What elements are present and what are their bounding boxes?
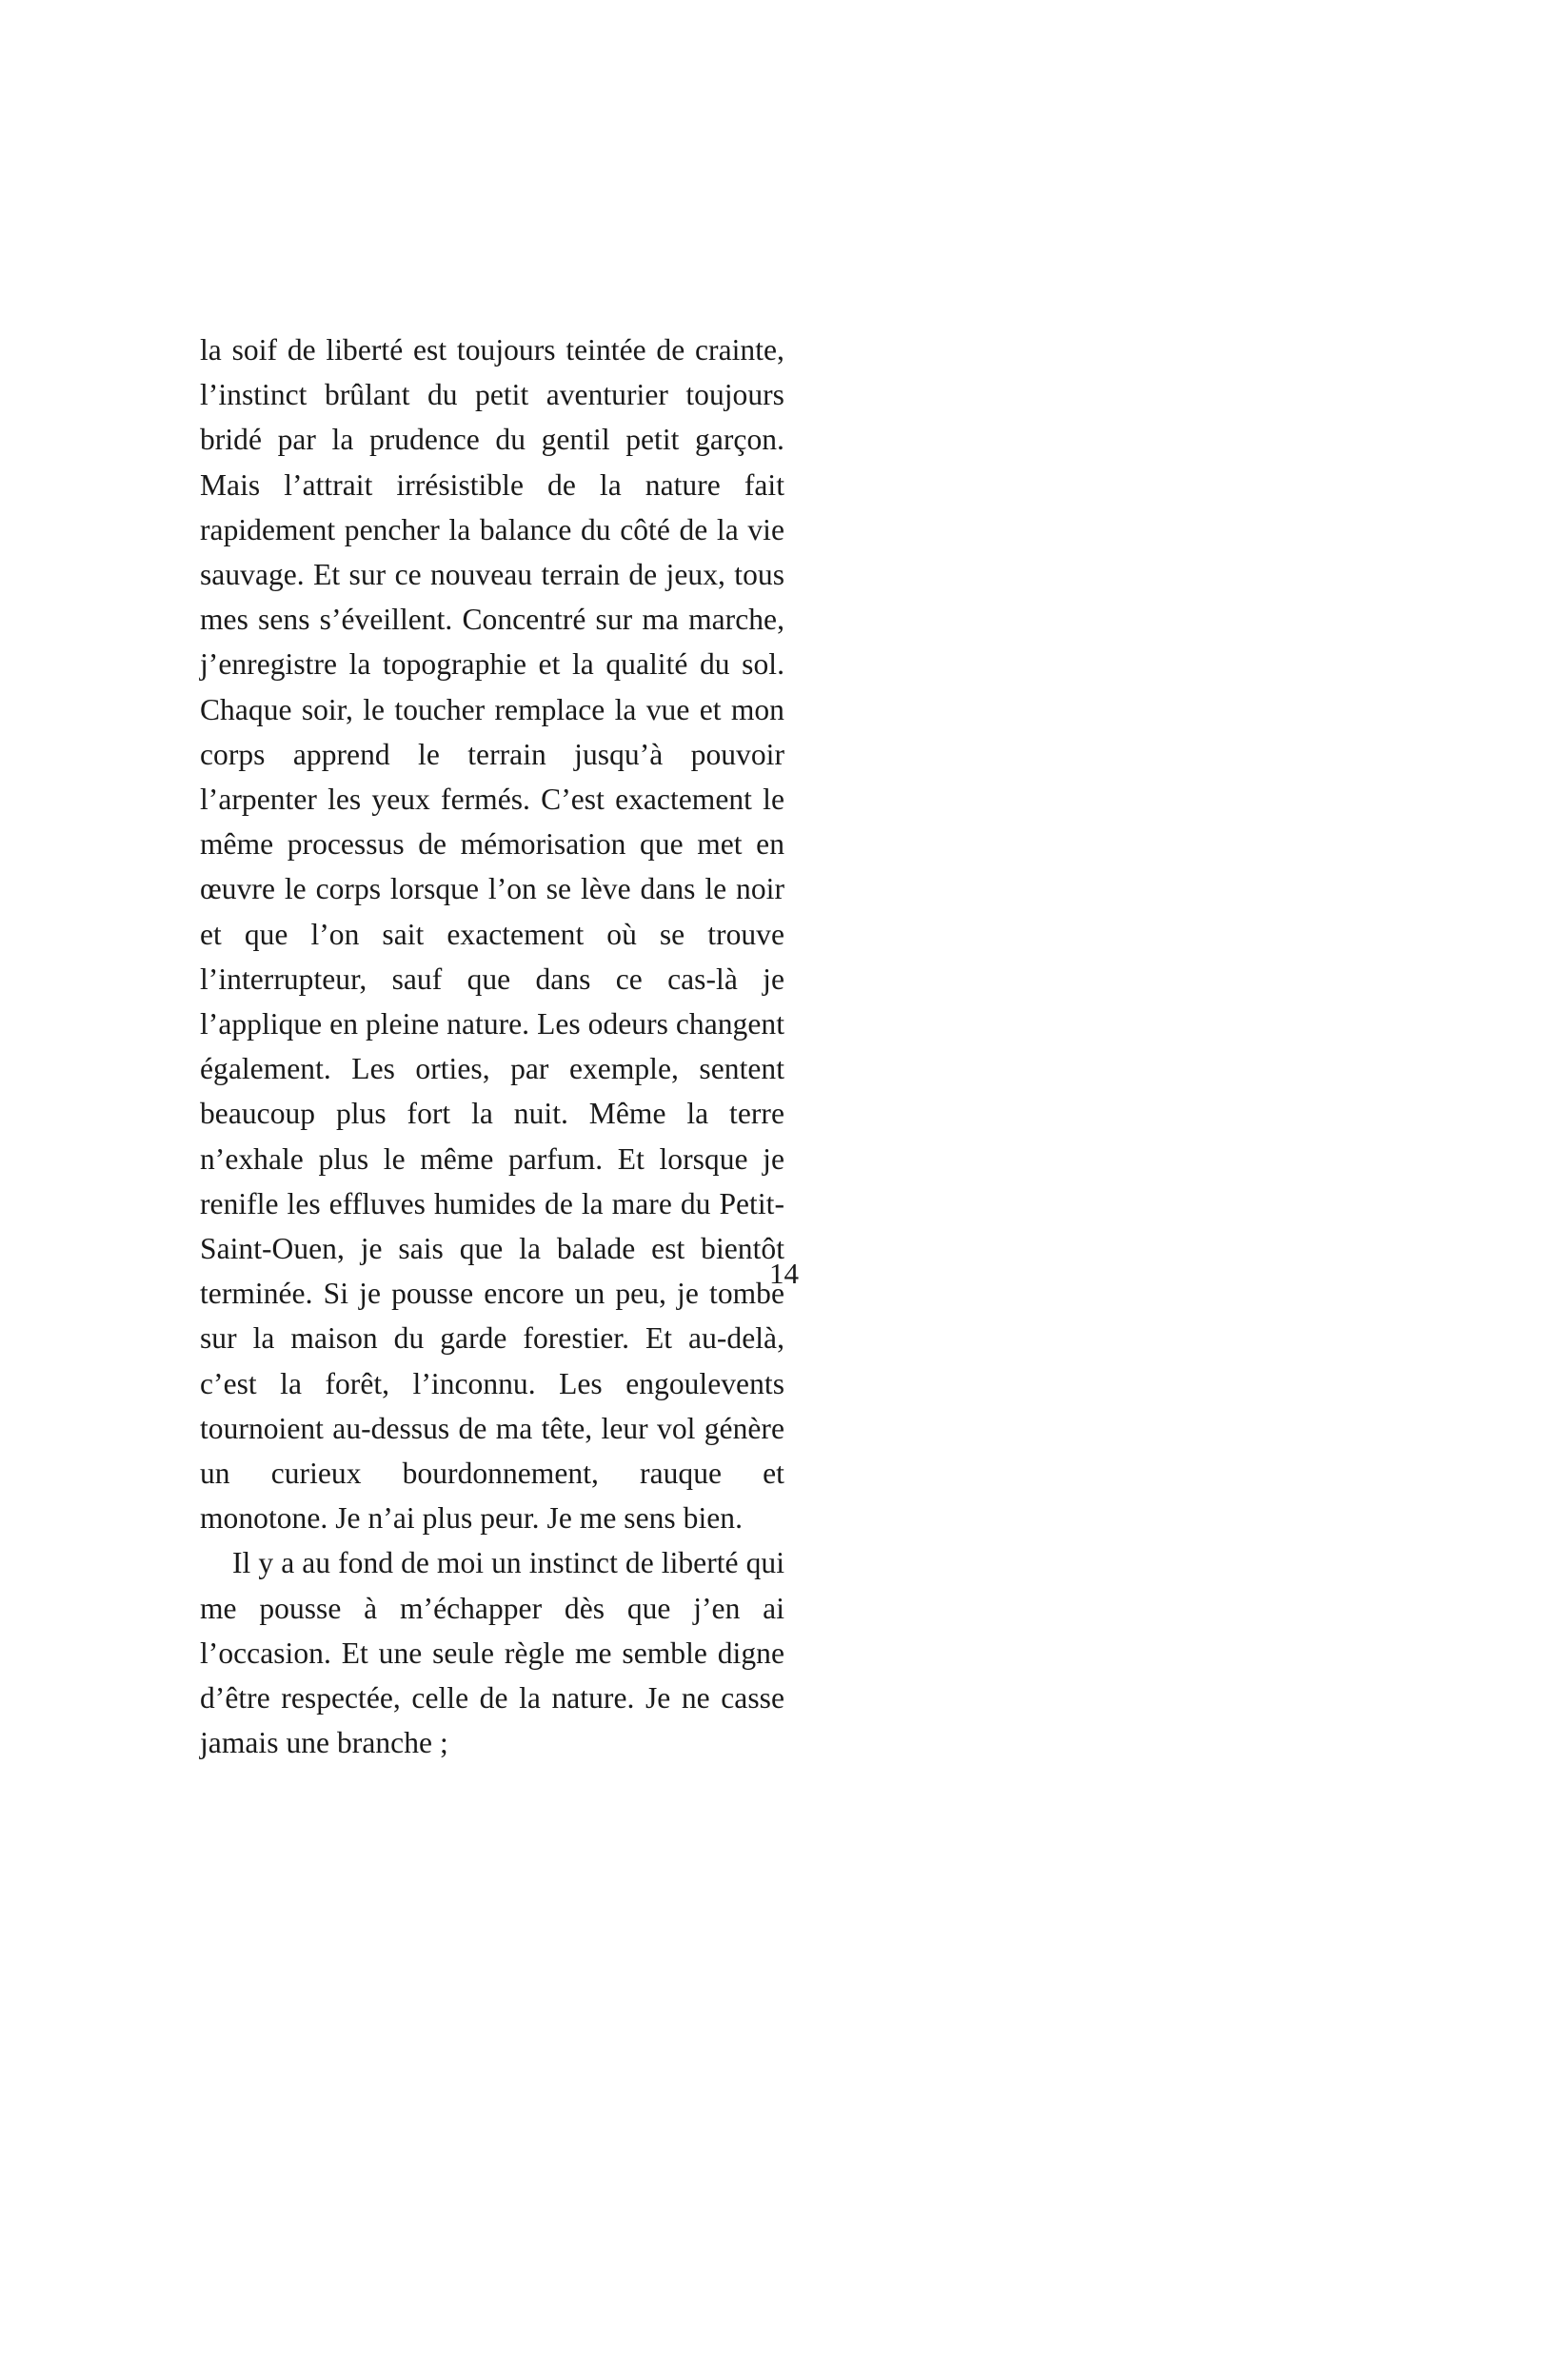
paragraph-2: Il y a au fond de moi un instinct de liberté qui me pousse à m’échapper dès que j’en ai l’occasion. Et une seule règle me semble digne d’être respectée, celle de la nature. Je ne casse jamais une branche ; [200, 1546, 784, 1760]
body-text-block [200, 327, 784, 1766]
paragraph-1: la soif de liberté est toujours teintée de crainte, l’instinct brûlant du petit aventurier toujours bridé par la prudence du gentil petit garçon. Mais l’attrait irrésistible de la nature fait rapidement pencher la balance du côté de la vie sauvage. Et sur ce nouveau terrain de jeux, tous mes sens s’éveillent. Concentré sur ma marche, j’enregistre la topographie et la qualité du sol. Chaque soir, le toucher remplace la vue et mon corps apprend le terrain jusqu’à pouvoir l’arpenter les yeux fermés. C’est exactement le même processus de mémorisation que met en œuvre le corps lorsque l’on se lève dans le noir et que l’on sait exactement où se trouve l’interrupteur, sauf que dans ce cas-là je l’applique en pleine nature. Les odeurs changent également. Les orties, par exemple, sentent beaucoup plus fort la nuit. Même la terre n’exhale plus le même parfum. Et lorsque je renifle les effluves humides de la mare du Petit-Saint-Ouen, je sais que la balade est bientôt terminée. Si je pousse encore un peu, je tombe sur la maison du garde forestier. Et au-delà, c’est la forêt, l’inconnu. Les engoulevents tournoient au-dessus de ma tête, leur vol génère un curieux bourdonnement, rauque et monotone. Je n’ai plus peur. Je me sens bien. [200, 333, 784, 1536]
page-number: 14 [769, 1257, 799, 1290]
